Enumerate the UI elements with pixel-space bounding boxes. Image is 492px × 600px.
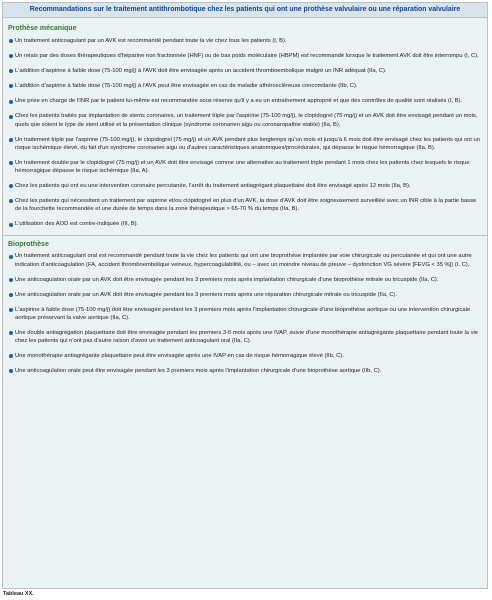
list-item bbox=[9, 67, 482, 75]
list-item bbox=[9, 197, 482, 213]
item-text: Une anticoagulation orale peut être envisagée pendant les 3 premiers mois après l'implantation chirurgicale d'une bioprothèse aortique (IIb, C). bbox=[15, 368, 382, 375]
item-text: Chez les patients qui ont eu une intervention coronaire percutanée, l'arrêt du traitement antiagrégant plaquettaire doit être envisagé après 12 mois (IIa, B). bbox=[15, 183, 411, 190]
bullet-icon bbox=[9, 278, 13, 282]
list-item bbox=[9, 352, 482, 360]
bullet-icon bbox=[9, 184, 13, 188]
list-item bbox=[9, 37, 482, 45]
list-item bbox=[9, 112, 482, 128]
list-item bbox=[9, 291, 482, 299]
bullet-icon bbox=[9, 331, 13, 335]
item-text: Une anticoagulation orale par un AVK doit être envisagée pendant les 3 premiers mois après implantation chirurgicale d'une bioprothèse mitrale ou tricuspide (IIa, C). bbox=[15, 276, 439, 283]
list-item bbox=[9, 52, 482, 60]
bullet-icon bbox=[9, 39, 13, 43]
section-heading-bioprosthesis: Bioprothèse bbox=[8, 241, 49, 249]
bullet-icon bbox=[9, 115, 13, 119]
item-text: Un traitement anticoagulant par un AVK est recommandé pendant toute la vie chez tous les patients (I, B). bbox=[15, 38, 287, 44]
item-text: Chez les patients traités par implantation de stents coronaires, un traitement triple par l'aspirine (75-100 mg/j), le clopidogrel (75 mg/j) et un AVK doit être envisagé pendant un mois, quels que soient le type de stent utilisé et la présentation clinique (syndrome coronarien aigu ou coronaropathie stable) (IIa, B). bbox=[15, 113, 478, 128]
bullet-icon bbox=[9, 293, 13, 297]
item-text: Une anticoagulation orale par un AVK doit être envisagée pendant les 3 premiers mois après une réparation chirurgicale mitrale ou tricuspide (IIa, C). bbox=[15, 291, 398, 298]
item-text: Un traitement triple par l'aspirine (75-100 mg/j), le clopidogrel (75 mg/j) et un AVK pendant plus longtemps qu'un mois et jusqu'à 6 mois doit être envisagé chez les patients qui ont un risque ischémique élevé, du fait d'un syndrome coronarien aigu ou d'autres caractéristiques anatomiques/procédurales, qui dépasse le risque hémorragique (IIa, B). bbox=[15, 136, 480, 151]
item-text: Chez les patients qui nécessitent un traitement par aspirine et/ou clopidogrel en plus d'un AVK, la dose d'AVK doit être soigneusement surveillée avec un INR cible à la partie basse de la fourchette recommandée et une durée de temps dans la zone thérapeutique > 65-70 % du temps (IIa, B). bbox=[15, 198, 477, 213]
bullet-icon bbox=[9, 369, 13, 373]
bullet-icon bbox=[9, 161, 13, 165]
table-title: Recommandations sur le traitement antithrombotique chez les patients qui ont une prothèse valvulaire ou une réparation valvulaire bbox=[3, 3, 487, 18]
bullet-icon bbox=[9, 308, 13, 312]
bullet-icon bbox=[9, 199, 13, 203]
bullet-icon bbox=[9, 223, 13, 227]
list-item bbox=[9, 82, 482, 90]
item-text: L'aspirine à faible dose (75-100 mg/j) doit être envisagée pendant les 3 premiers mois après l'implantation chirurgicale d'une bioprothèse aortique ou une intervention chirurgicale aortique préservant la valve aortique (IIa, C). bbox=[15, 306, 471, 321]
list-item bbox=[9, 182, 482, 190]
bullet-icon bbox=[9, 255, 13, 259]
recommendations-table bbox=[2, 2, 488, 589]
section-heading-mechanical: Prothèse mécanique bbox=[8, 25, 77, 32]
bioprosthesis-list bbox=[3, 252, 487, 375]
bullet-icon bbox=[9, 54, 13, 58]
mechanical-list bbox=[3, 37, 487, 228]
list-item bbox=[9, 252, 482, 268]
section-divider bbox=[3, 235, 487, 236]
list-item bbox=[9, 306, 482, 322]
item-text: Un relais par des doses thérapeutiques d'héparine non fractionnée (HNF) ou de bas poids moléculaire (HBPM) est recommandé lorsque le traitement AVK doit être interrompu (I, C). bbox=[15, 53, 479, 60]
bullet-icon bbox=[9, 138, 13, 142]
list-item bbox=[9, 276, 482, 284]
list-item bbox=[9, 220, 482, 228]
table-caption: Tableau XX. bbox=[3, 591, 34, 597]
item-text: L'addition d'aspirine à faible dose (75-100 mg/j) à l'AVK doit être envisagée après un accident thromboembolique malgré un INR adéquat (IIa, C). bbox=[15, 68, 387, 75]
item-text: Une monothérapie antiagrégante plaquettaire peut être envisagée après une IVAP en cas de risque hémorragique élevé (IIb, C). bbox=[15, 353, 344, 360]
item-text: Un traitement anticoagulant oral est recommandé pendant toute la vie chez les patients qui ont une bioprothèse implantée par voie chirurgicale ou percutanée et qui ont une autre indication d'anticoagulation (FA, accident thromboembolique veineux, hypercoagulabilité, ou – avec un moindre niveau de preuve – dysfonction VG sévère [FEVG < 35 %]) (I, C). bbox=[15, 253, 472, 268]
list-item bbox=[9, 329, 482, 345]
bullet-icon bbox=[9, 84, 13, 88]
bullet-icon bbox=[9, 354, 13, 358]
item-text: Une prise en charge de l'INR par le patient lui-même est recommandée sous réserve qu'il y a eu un entraînement approprié et que des contrôles de qualité sont réalisés (I, B). bbox=[15, 98, 463, 105]
list-item bbox=[9, 97, 482, 105]
bullet-icon bbox=[9, 100, 13, 104]
item-text: L'addition d'aspirine à faible dose (75-100 mg/j) à l'AVK peut être envisagée en cas de maladie athéroscléreuse concomitante (IIb, C). bbox=[15, 83, 358, 90]
list-item bbox=[9, 136, 482, 152]
list-item bbox=[9, 367, 482, 375]
list-item bbox=[9, 159, 482, 175]
item-text: L'utilisation des AOD est contre-indiquée (III, B). bbox=[15, 221, 139, 228]
item-text: Une double antiagrégation plaquettaire doit être envisagée pendant les premiers 3-6 mois après une IVAP, suivie d'une monothérapie antiagrégante plaquettaire pendant toute la vie chez les patients qui n'ont pas d'autre raison d'avoir un traitement anticoagulant oral (IIa, C). bbox=[15, 329, 479, 345]
item-text: Un traitement double par le clopidogrel (75 mg/j) et un AVK doit être envisagé comme une alternative au traitement triple pendant 1 mois chez les patients chez lesquels le risque hémorragique dépasse le risque ischémique (IIa, A). bbox=[15, 159, 470, 174]
bullet-icon bbox=[9, 69, 13, 73]
